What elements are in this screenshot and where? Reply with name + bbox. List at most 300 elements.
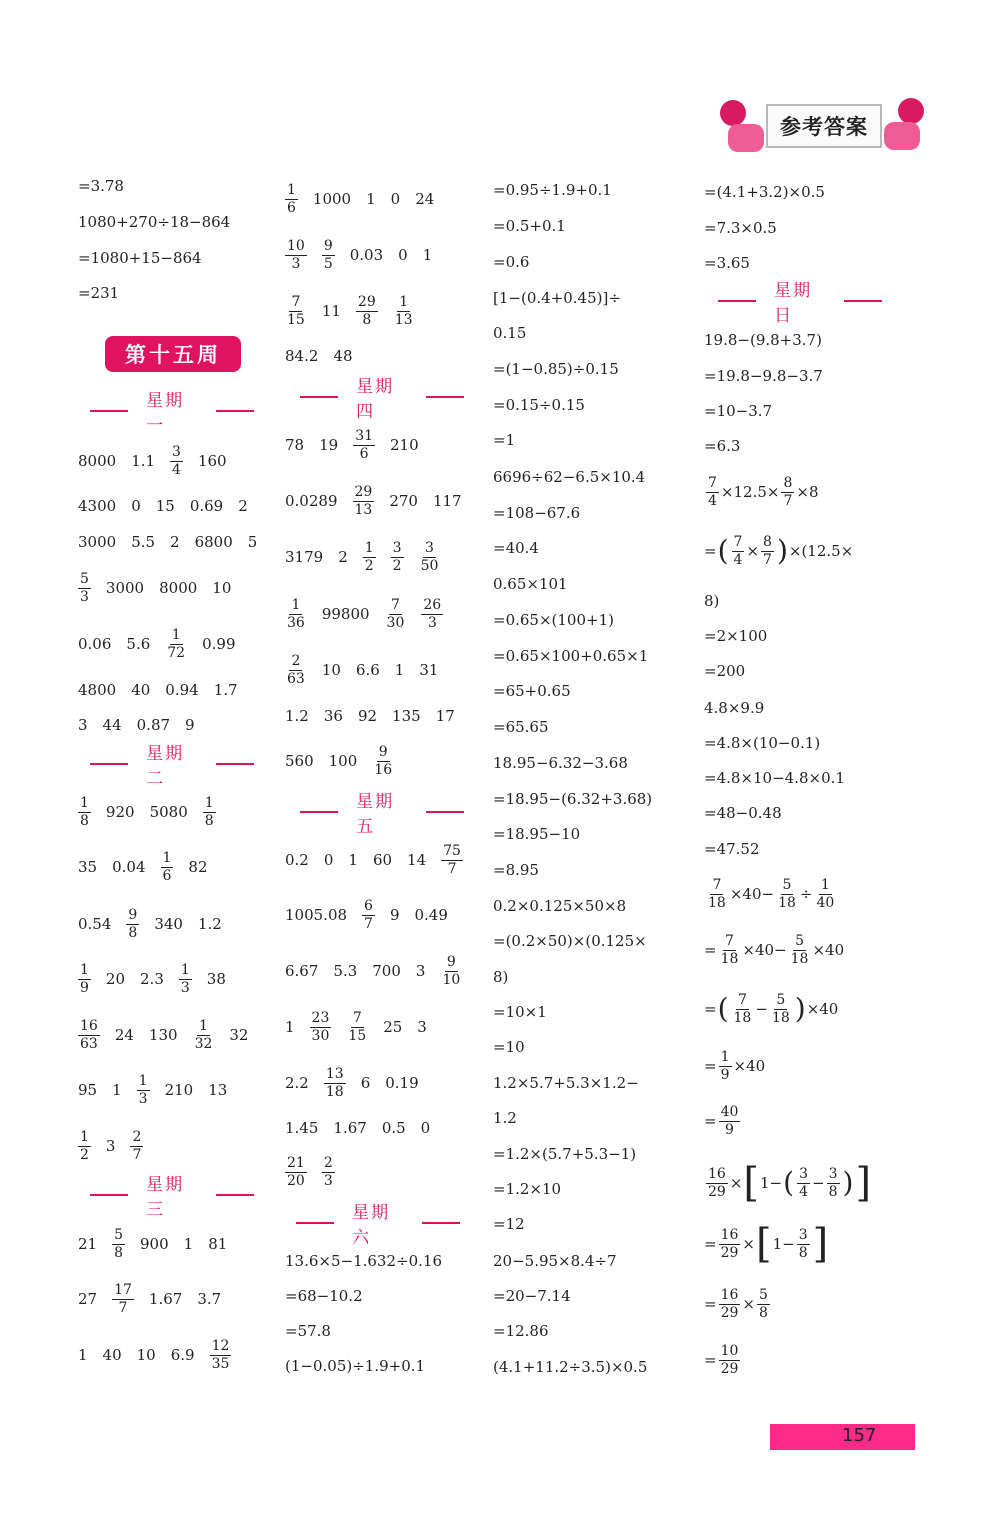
bracket: ] xyxy=(812,1221,829,1267)
answer-value: 1.1 xyxy=(131,452,156,470)
answer-value: 920 xyxy=(105,803,135,821)
fraction xyxy=(797,1166,810,1201)
fraction xyxy=(285,653,307,688)
answer-value: 160 xyxy=(197,452,227,470)
answer-value: 210 xyxy=(164,1081,194,1099)
answer-value: 4.8×9.9 xyxy=(704,699,765,717)
answer-value: 3000 xyxy=(78,533,117,551)
fraction-denominator: 2 xyxy=(392,557,402,574)
answer-value: 15 xyxy=(155,497,175,515)
answer-value: 11 xyxy=(321,302,341,320)
answer-value: 25 xyxy=(383,1018,403,1036)
header-logo xyxy=(708,92,928,166)
fraction-numerator: 8 xyxy=(783,474,793,491)
fraction-denominator: 29 xyxy=(720,1360,739,1377)
fraction xyxy=(757,1287,770,1322)
fraction-numerator: 8 xyxy=(763,533,772,550)
answer-line xyxy=(285,291,430,331)
fraction-numerator: 9 xyxy=(323,237,333,254)
fraction xyxy=(112,1282,134,1317)
fraction-numerator: 5 xyxy=(114,1226,124,1243)
answer-value: 0.03 xyxy=(349,246,384,264)
fraction-denominator: 8 xyxy=(758,1304,768,1321)
fraction xyxy=(706,1166,728,1201)
answer-value: =65+0.65 xyxy=(493,682,571,700)
answer-value: 1.2×5.7+5.3×1.2− xyxy=(493,1074,639,1092)
answer-value: 4300 xyxy=(78,497,117,515)
answer-line xyxy=(78,441,242,481)
answer-line xyxy=(493,349,634,389)
fraction-denominator: 7 xyxy=(118,1299,128,1316)
kid-left-body xyxy=(728,124,764,152)
fraction xyxy=(732,534,745,569)
answer-line xyxy=(285,1007,442,1047)
answer-value: 1.45 xyxy=(285,1119,319,1137)
answer-value: 700 xyxy=(372,962,401,980)
answer-value: 1 xyxy=(78,1346,88,1364)
bracket: ( xyxy=(717,534,729,567)
fraction-numerator: 1 xyxy=(162,849,172,866)
answer-line xyxy=(704,874,838,914)
answer-value: 48 xyxy=(333,347,353,365)
answer-value: 0 xyxy=(390,190,401,208)
fraction-numerator: 1 xyxy=(80,961,89,978)
fraction-numerator: 1 xyxy=(399,293,409,310)
fraction xyxy=(814,877,836,912)
answer-value: 8) xyxy=(493,968,509,986)
day-label: 星期五 xyxy=(356,792,395,837)
bracket: ) xyxy=(794,992,806,1025)
bracket: ) xyxy=(842,1166,854,1199)
answer-value: 0.2 xyxy=(285,851,309,869)
answer-line xyxy=(704,208,792,248)
fraction xyxy=(421,597,443,632)
answer-value: 0 xyxy=(323,851,334,869)
answer-value: 19.8−(9.8+3.7) xyxy=(704,331,822,349)
fraction-denominator: 9 xyxy=(720,1066,730,1083)
answer-value: 6.6 xyxy=(355,661,380,679)
fraction xyxy=(310,1010,332,1045)
fraction-numerator: 7 xyxy=(725,932,734,949)
fraction xyxy=(137,1073,150,1108)
day-heading-thu xyxy=(282,377,482,422)
answer-line xyxy=(285,1063,434,1103)
fraction xyxy=(419,540,441,575)
fraction-denominator: 7 xyxy=(783,492,793,509)
answer-value: =20−7.14 xyxy=(493,1287,571,1305)
answer-value: = xyxy=(704,941,717,959)
bracket: ) xyxy=(776,534,788,567)
answer-value: = xyxy=(704,542,717,560)
answer-value: 78 xyxy=(285,436,305,454)
answer-value: 19 xyxy=(319,436,339,454)
answer-value: 31 xyxy=(419,661,439,679)
answer-value: 14 xyxy=(407,851,427,869)
answer-value: =1 xyxy=(493,431,516,449)
answer-line xyxy=(78,624,251,664)
answer-value: 1.2 xyxy=(197,915,222,933)
answer-line xyxy=(493,636,663,676)
fraction xyxy=(78,571,91,606)
fraction xyxy=(285,597,307,632)
answer-value: =7.3×0.5 xyxy=(704,219,777,237)
answer-line xyxy=(704,793,782,833)
answer-line xyxy=(704,616,767,656)
answer-line xyxy=(704,472,819,512)
answer-line xyxy=(78,904,237,944)
answer-line xyxy=(78,670,253,710)
fraction-denominator: 29 xyxy=(720,1244,739,1261)
answer-value: × xyxy=(742,1295,755,1313)
answer-value: =(4.1+3.2)×0.5 xyxy=(704,183,825,201)
answer-line xyxy=(704,651,745,691)
answer-value: 0.69 xyxy=(189,497,224,515)
fraction-numerator: 40 xyxy=(720,1103,739,1120)
answer-line xyxy=(493,1276,586,1316)
day-heading-sat xyxy=(278,1203,478,1248)
answer-line xyxy=(493,850,554,890)
fraction-denominator: 7 xyxy=(447,860,457,877)
answer-value: 60 xyxy=(372,851,393,869)
answer-value: 0.99 xyxy=(202,635,236,653)
answer-value: =4.8×10−4.8×0.1 xyxy=(704,769,845,787)
fraction-numerator: 3 xyxy=(799,1165,808,1182)
answer-value: =18.95−(6.32+3.68) xyxy=(493,790,653,808)
fraction-numerator: 6 xyxy=(364,897,373,914)
fraction-numerator: 16 xyxy=(720,1226,739,1243)
fraction xyxy=(781,475,794,510)
bracket: [ xyxy=(755,1221,772,1267)
fraction-numerator: 3 xyxy=(425,539,434,556)
answer-value: 6.9 xyxy=(170,1346,195,1364)
answer-value: 27 xyxy=(78,1290,98,1308)
fraction xyxy=(789,933,811,968)
fraction-denominator: 6 xyxy=(162,867,172,884)
answer-value: =10 xyxy=(493,1038,525,1056)
day-label: 星期日 xyxy=(774,281,813,326)
answer-line xyxy=(285,1152,350,1192)
answer-line xyxy=(704,723,820,763)
answer-value: 340 xyxy=(154,915,183,933)
answer-value: 900 xyxy=(140,1235,169,1253)
day-heading-wed xyxy=(72,1175,272,1220)
fraction xyxy=(719,1049,732,1084)
fraction xyxy=(393,294,415,329)
answer-line xyxy=(493,886,641,926)
fraction-numerator: 2 xyxy=(291,652,301,669)
fraction xyxy=(363,540,376,575)
fraction-numerator: 5 xyxy=(776,991,786,1008)
answer-line xyxy=(493,992,562,1032)
fraction-numerator: 1 xyxy=(720,1048,730,1065)
fraction-numerator: 23 xyxy=(311,1009,330,1026)
answer-value: =2×100 xyxy=(704,627,768,645)
answer-line xyxy=(493,921,662,961)
answer-line xyxy=(704,1284,772,1324)
fraction xyxy=(285,1155,307,1190)
answer-value: 81 xyxy=(208,1235,228,1253)
answer-value: = xyxy=(704,1112,717,1130)
fraction-denominator: 10 xyxy=(442,971,461,988)
fraction-denominator: 6 xyxy=(359,445,369,462)
answer-value: (4.1+11.2÷3.5)×0.5 xyxy=(493,1358,648,1376)
bracket: [ xyxy=(743,1160,760,1206)
answer-line xyxy=(493,707,564,747)
answer-line xyxy=(285,481,477,521)
answer-line xyxy=(78,568,246,608)
fraction xyxy=(78,1129,91,1164)
answer-line xyxy=(704,1160,872,1206)
fraction-denominator: 4 xyxy=(708,492,717,509)
fraction-denominator: 72 xyxy=(167,644,186,661)
answer-value: = xyxy=(704,1351,717,1369)
answer-value: 1080+270÷18−864 xyxy=(78,213,231,231)
answer-line xyxy=(704,989,838,1029)
answer-value: 0.65×101 xyxy=(493,575,568,593)
answer-line xyxy=(704,1221,829,1267)
answer-line xyxy=(285,594,458,634)
answer-value: 1.67 xyxy=(333,1119,367,1137)
answer-line xyxy=(493,420,530,460)
answer-value: =1.2×(5.7+5.3−1) xyxy=(493,1145,637,1163)
fraction-denominator: 8 xyxy=(798,1244,808,1261)
fraction-denominator: 35 xyxy=(211,1355,230,1372)
day-heading-sun xyxy=(700,281,900,326)
answer-value: 35 xyxy=(78,858,98,876)
bracket: ( xyxy=(717,992,729,1025)
fraction-denominator: 8 xyxy=(204,812,214,829)
fraction-numerator: 7 xyxy=(733,533,743,550)
answer-line xyxy=(78,847,223,887)
answer-value: ×12.5× xyxy=(720,483,780,501)
answer-value: 100 xyxy=(328,752,358,770)
answer-line xyxy=(704,758,845,798)
bracket: ] xyxy=(855,1160,872,1206)
day-label: 星期四 xyxy=(356,377,395,422)
answer-line xyxy=(704,391,772,431)
answer-value: 0.0289 xyxy=(285,492,338,510)
answer-value: ×40 xyxy=(812,941,845,959)
answer-line xyxy=(704,320,822,360)
answer-line xyxy=(704,1101,742,1141)
fraction-numerator: 29 xyxy=(357,293,376,310)
answer-value: 117 xyxy=(432,492,462,510)
fraction xyxy=(440,954,462,989)
answer-value: =12 xyxy=(493,1215,525,1233)
fraction-denominator: 3 xyxy=(427,614,437,631)
answer-value: 1.7 xyxy=(213,681,238,699)
fraction-numerator: 9 xyxy=(128,906,138,923)
fraction-numerator: 1 xyxy=(80,1128,89,1145)
answer-line xyxy=(78,202,245,242)
answer-line xyxy=(493,170,627,210)
fraction xyxy=(324,1066,346,1101)
answer-value: ×40− xyxy=(729,885,775,903)
answer-value: − xyxy=(755,1000,768,1018)
fraction-numerator: 7 xyxy=(391,596,400,613)
day-heading-fri xyxy=(282,792,482,837)
fraction-numerator: 2 xyxy=(132,1128,142,1145)
fraction-denominator: 8 xyxy=(828,1183,838,1200)
answer-line xyxy=(285,235,447,275)
answer-line xyxy=(285,1108,445,1148)
answer-value: × xyxy=(742,1235,755,1253)
answer-value: 1 xyxy=(394,661,405,679)
fraction-numerator: 31 xyxy=(355,427,374,444)
answer-value: 0.94 xyxy=(165,681,199,699)
fraction-denominator: 4 xyxy=(733,551,743,568)
fraction-denominator: 9 xyxy=(725,1121,734,1138)
answer-value: (1−0.05)÷1.9+0.1 xyxy=(285,1357,426,1375)
answer-line xyxy=(493,671,586,711)
fraction-denominator: 20 xyxy=(287,1172,305,1189)
answer-value: 36 xyxy=(323,707,343,725)
answer-value: 6 xyxy=(360,1074,371,1092)
answer-value: = xyxy=(704,1235,717,1253)
answer-value: =200 xyxy=(704,662,746,680)
fraction-numerator: 1 xyxy=(364,539,374,556)
answer-value: 1.2 xyxy=(285,707,309,725)
answer-value: 32 xyxy=(229,1026,249,1044)
answer-value: ×(12.5× xyxy=(788,542,854,560)
fraction-numerator: 1 xyxy=(204,794,214,811)
answer-value: 1− xyxy=(760,1174,783,1192)
fraction xyxy=(761,534,774,569)
answer-value: =0.65×100+0.65×1 xyxy=(493,647,649,665)
answer-line xyxy=(493,743,643,783)
answer-value: 130 xyxy=(148,1026,178,1044)
fraction xyxy=(356,294,378,329)
day-label: 星期一 xyxy=(146,391,185,436)
fraction xyxy=(193,1018,215,1053)
fraction-numerator: 9 xyxy=(378,743,388,760)
answer-value: 5.5 xyxy=(131,533,156,551)
answer-value: 40 xyxy=(131,681,151,699)
fraction-numerator: 12 xyxy=(211,1337,230,1354)
fraction-denominator: 29 xyxy=(708,1183,726,1200)
answer-value: ×8 xyxy=(796,483,819,501)
answer-line xyxy=(493,242,544,282)
fraction-denominator: 18 xyxy=(733,1009,752,1026)
answer-value: =1080+15−864 xyxy=(78,249,202,267)
fraction-denominator: 3 xyxy=(80,588,89,605)
fraction-denominator: 30 xyxy=(386,614,405,631)
fraction-numerator: 75 xyxy=(443,842,461,859)
answer-line xyxy=(78,1279,236,1319)
fraction xyxy=(285,182,298,217)
answer-line xyxy=(704,243,765,283)
kid-right-body xyxy=(884,122,920,150)
fraction xyxy=(706,877,728,912)
week-title: 第十五周 xyxy=(105,336,241,372)
answer-value: 13 xyxy=(208,1081,228,1099)
answer-value: =10×1 xyxy=(493,1003,547,1021)
answer-value: =(0.2×50)×(0.125× xyxy=(493,932,647,950)
fraction xyxy=(161,850,174,885)
answer-line xyxy=(493,1063,654,1103)
answer-value: 2 xyxy=(238,497,248,515)
answer-value: = xyxy=(704,1000,717,1018)
answer-value: 270 xyxy=(389,492,418,510)
fraction-numerator: 7 xyxy=(291,293,301,310)
answer-value: 5.3 xyxy=(333,962,358,980)
day-heading-tue xyxy=(72,744,272,789)
fraction-denominator: 63 xyxy=(80,1035,98,1052)
answer-line xyxy=(493,278,636,318)
fraction xyxy=(797,1227,810,1262)
answer-line xyxy=(493,1098,532,1138)
fraction-denominator: 63 xyxy=(287,670,305,687)
fraction-numerator: 1 xyxy=(199,1017,208,1034)
answer-value: =4.8×(10−0.1) xyxy=(704,734,821,752)
fraction-denominator: 7 xyxy=(364,915,373,932)
answer-line xyxy=(493,957,523,997)
answer-value: =18.95−10 xyxy=(493,825,581,843)
fraction-denominator: 3 xyxy=(180,979,190,996)
fraction-numerator: 26 xyxy=(423,596,442,613)
fraction-numerator: 17 xyxy=(114,1281,132,1298)
header-title: 参考答案 xyxy=(766,104,882,148)
answer-value: 6696÷62−6.5×10.4 xyxy=(493,468,646,486)
fraction-denominator: 40 xyxy=(816,894,835,911)
answer-value: 1 xyxy=(112,1081,122,1099)
answer-value: 3 xyxy=(415,962,426,980)
fraction xyxy=(391,540,404,575)
answer-value: 8000 xyxy=(159,579,198,597)
fraction-denominator: 18 xyxy=(708,894,726,911)
fraction-denominator: 8 xyxy=(362,311,372,328)
answer-value: 24 xyxy=(415,190,435,208)
answer-value: 84.2 xyxy=(285,347,319,365)
fraction xyxy=(346,1010,368,1045)
fraction-numerator: 5 xyxy=(80,570,89,587)
answer-value: 2.2 xyxy=(285,1074,309,1092)
fraction xyxy=(732,992,754,1027)
answer-line xyxy=(493,457,660,497)
fraction-denominator: 4 xyxy=(799,1183,808,1200)
answer-value: 82 xyxy=(188,858,208,876)
fraction-denominator: 4 xyxy=(172,461,181,478)
fraction-numerator: 21 xyxy=(287,1154,305,1171)
answer-value: =3.78 xyxy=(78,177,124,195)
answer-value: 8000 xyxy=(78,452,117,470)
answer-line xyxy=(493,1134,651,1174)
answer-value: =65.65 xyxy=(493,718,549,736)
fraction-denominator: 2 xyxy=(364,557,374,574)
fraction-numerator: 7 xyxy=(737,991,747,1008)
answer-value: =0.5+0.1 xyxy=(493,217,566,235)
fraction-denominator: 3 xyxy=(138,1090,148,1107)
kid-left-head xyxy=(720,100,746,126)
answer-line xyxy=(704,829,760,869)
answer-value: ÷ xyxy=(799,885,813,903)
answer-value: 3.7 xyxy=(197,1290,222,1308)
fraction-numerator: 29 xyxy=(354,483,373,500)
fraction-denominator: 3 xyxy=(323,1172,333,1189)
fraction-numerator: 7 xyxy=(708,474,717,491)
fraction xyxy=(353,484,375,519)
answer-value: 1000 xyxy=(312,190,352,208)
fraction xyxy=(285,238,307,273)
answer-line xyxy=(493,493,595,533)
answer-line xyxy=(493,528,554,568)
answer-value: 1 xyxy=(366,190,376,208)
answer-value: 0.19 xyxy=(385,1074,419,1092)
fraction-denominator: 6 xyxy=(287,199,296,216)
fraction-denominator: 29 xyxy=(720,1304,739,1321)
fraction-numerator: 1 xyxy=(291,596,301,613)
answer-value: =48−0.48 xyxy=(704,804,782,822)
